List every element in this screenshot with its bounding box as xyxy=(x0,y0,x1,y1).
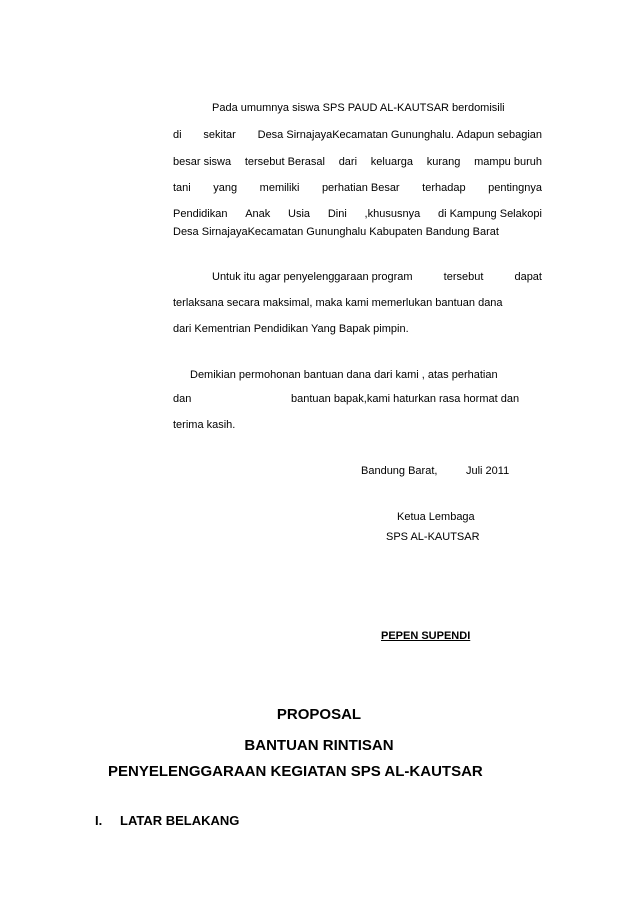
paragraph1-line3 xyxy=(173,155,542,169)
signature-role: Ketua Lembaga xyxy=(397,511,475,523)
signature-date: Juli 2011 xyxy=(466,465,510,477)
word: tersebut Berasal xyxy=(244,156,325,168)
word: besar siswa xyxy=(173,156,232,168)
word: perhatian Besar xyxy=(321,182,400,194)
word: Anak xyxy=(245,208,271,220)
proposal-subtitle-2: PENYELENGGARAAN KEGIATAN SPS AL-KAUTSAR xyxy=(108,763,483,780)
section-number: I. xyxy=(95,813,103,828)
paragraph2-line3: dari Kementrian Pendidikan Yang Bapak pimpin. xyxy=(173,323,409,335)
proposal-subtitle: BANTUAN RINTISAN xyxy=(244,737,394,754)
word: pentingnya xyxy=(488,182,542,194)
word: terhadap xyxy=(422,182,466,194)
paragraph1-line4 xyxy=(173,181,542,195)
paragraph3-line2-left: dan xyxy=(173,393,192,405)
proposal-title: PROPOSAL xyxy=(276,706,362,723)
paragraph3-line1: Demikian permohonan bantuan dana dari kami , atas perhatian xyxy=(190,369,498,381)
signature-org: SPS AL-KAUTSAR xyxy=(386,531,480,543)
paragraph1-line1: Pada umumnya siswa SPS PAUD AL-KAUTSAR berdomisili xyxy=(212,102,505,114)
word: ,khususnya xyxy=(364,208,421,220)
paragraph2-line1 xyxy=(212,270,542,284)
signature-place: Bandung Barat, xyxy=(361,465,438,477)
word: memiliki xyxy=(259,182,300,194)
paragraph3-line2-right: bantuan bapak,kami haturkan rasa hormat dan xyxy=(291,393,520,405)
paragraph1-line2 xyxy=(173,128,542,142)
word: Pendidikan xyxy=(173,208,228,220)
word: tersebut xyxy=(443,271,484,283)
paragraph1-line6: Desa SirnajayaKecamatan Gununghalu Kabupaten Bandung Barat xyxy=(173,226,499,238)
word: di xyxy=(173,129,182,141)
signature-name: PEPEN SUPENDI xyxy=(381,630,471,642)
paragraph2-line2: terlaksana secara maksimal, maka kami memerlukan bantuan dana xyxy=(173,297,503,309)
word: Usia xyxy=(288,208,311,220)
word: tani xyxy=(173,182,191,194)
section-heading: LATAR BELAKANG xyxy=(120,813,240,828)
word: keluarga xyxy=(370,156,413,168)
word: dari xyxy=(338,156,358,168)
paragraph3-line3: terima kasih. xyxy=(173,419,236,431)
word: mampu buruh xyxy=(474,156,542,168)
word: Desa SirnajayaKecamatan Gununghalu. Adapun sebagian xyxy=(257,129,542,141)
word: yang xyxy=(213,182,238,194)
paragraph1-line5 xyxy=(173,207,542,221)
word: Dini xyxy=(327,208,347,220)
word: sekitar xyxy=(203,129,236,141)
word: kurang xyxy=(426,156,461,168)
word: dapat xyxy=(514,271,542,283)
word: Untuk itu agar penyelenggaraan program xyxy=(212,271,413,283)
word: di Kampung Selakopi xyxy=(437,208,542,220)
